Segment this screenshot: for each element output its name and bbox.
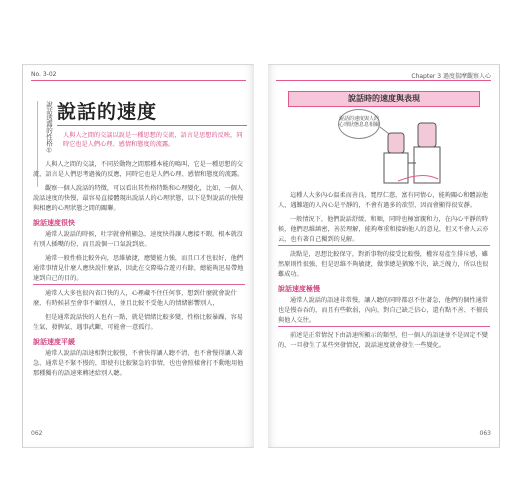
title-rule: [57, 125, 247, 126]
paragraph: 通常人說話的時候，吐字就會稍顯急，速度快得讓人應接不暇，根本就沒有別人插嘴的份，而且說個一口氣說到底。: [33, 231, 243, 248]
page-title: 說話的速度: [57, 101, 158, 123]
section-band-title: 說話時的速度與表現: [288, 91, 480, 107]
highlighted-paragraph: 一般情況下，他們說話舒緩、和順，同時也極富親和力，在內心平靜的時候，他們思維縝密，善於理解，能夠尊重和接納他人的意見，但又不會人云亦云，也有著自己獨到的見解。: [278, 215, 490, 246]
paragraph: 通常人大多也很內省口快的人，心裡藏不住任何事，想到什麼就會說什麼，有時候甚至會事不顧別人，並且比較不受他人的情緒影響別人，: [33, 290, 237, 307]
header-rule: [31, 80, 246, 81]
paragraph: 前述是正常情況下由語速所顯示的類型，但一個人的語速並不是固定不變的，一旦發生了某些突發情況，說話速度就會發生一些變化。: [278, 332, 488, 349]
paragraph: 但是通常說話快的人也有一點，就是情緒比較多變，性格比較暴躁，容易生氣，發脾氣，遇事武斷，可能會一意孤行。: [33, 314, 243, 331]
page-number: 062: [31, 430, 43, 437]
lead-text: 人與人之間的交談以說是一種思想的交流，語言是思想的反映，同時它也是人們心理、感情和態度的流露。: [63, 132, 243, 148]
paragraph: 觀察一個人說話的特徵，可以看出其性格特點和心理變化，比如，一個人說話速度的快慢，最容易直接體現出說話人的心理狀態，以下是對說話的快慢與相應的心理狀態之間的關聯。: [33, 185, 244, 212]
left-header: No. 3-02: [31, 71, 57, 78]
header-rule: [276, 80, 491, 81]
right-page: [268, 64, 500, 448]
vertical-section-label: 說話透露的性格①: [37, 101, 52, 187]
section-heading-fast: 說話速度很快: [33, 219, 75, 227]
two-people-illustration: [338, 109, 448, 187]
right-header: Chapter 3 過度揣摩觀察人心: [411, 73, 491, 80]
highlighted-paragraph: 通常一般性格比較外向，思維敏捷，應變能力強，而且口才也很好，他們通常事情見什麼人應快說什麼話，因此在交際場合遊刃有餘，總能夠迅易帶地達到自己的目的。: [33, 254, 245, 285]
section-heading-moderate: 說話速度平緩: [33, 338, 75, 346]
left-body: [33, 160, 245, 383]
left-page: [22, 64, 254, 448]
paragraph: 訣點是，思想比較保守，對新事物的接受比較慢，權容易產生排斥感，雖然原則性很強，但是思維不夠敏捷，做事總是猶豫不決，缺乏魄力，所以也很難成功。: [278, 251, 489, 278]
page-number: 063: [479, 430, 491, 437]
paragraph: 人與人之間的交談，不同於動物之間那種本能的鳴叫，它是一種思想的交流，語言是人們思考過後的反應，同時它也是人們心理、感情和態度的流露。: [33, 161, 244, 178]
speech-bubble: 說話的速度與人的心理狀態息息相關: [338, 109, 380, 139]
paragraph: 這種人大多內心溫柔而善良，寬厚仁慈，富有同情心，能夠關心和體諒他人，遇難題的人內心是平靜的，不會有過多的欲望，因而會顯得很安靜。: [278, 192, 488, 209]
section-heading-slow: 說話速度極慢: [278, 285, 320, 293]
paragraph: 通常人說話的語速相對比較慢，不會快得讓人聽不清，也不會慢得讓人著急，通常是不緊不慢的，即使有比較緊急的事情，也也會照樣會打不動地用他那種獨有的語速來轉述給別人聽。: [33, 350, 244, 377]
highlighted-paragraph: 通常人說話的語速非常慢，讓人聽的同時都忍不住著急，他們的個性通常也是慢吞吞的，而且有些軟弱，內向，對自己缺乏信心，還有點不善、不擅長與他人交往。: [278, 296, 490, 327]
illustration: [338, 109, 448, 187]
right-body: [278, 191, 490, 355]
